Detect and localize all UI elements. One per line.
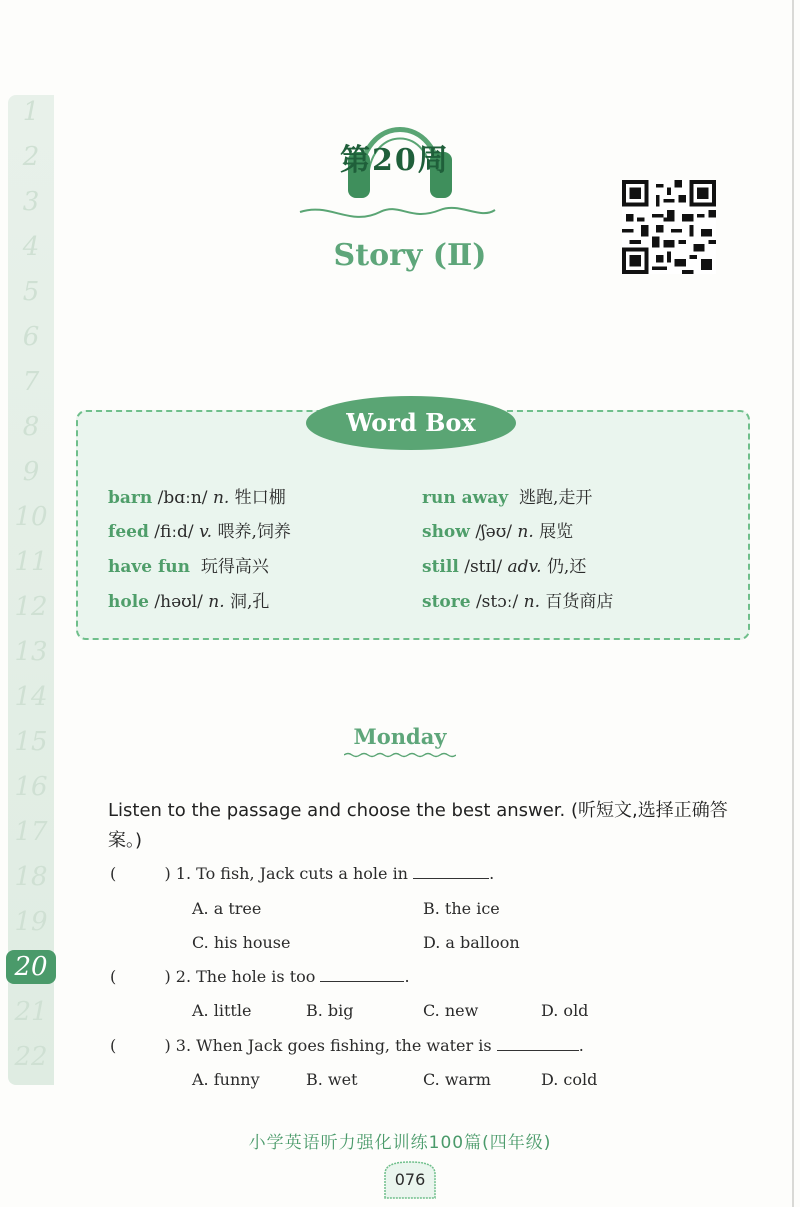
word-entry-run-away	[422, 483, 592, 508]
question-1	[110, 864, 494, 883]
side-tab-3[interactable]: 3	[22, 187, 40, 217]
word-entry-feed	[108, 517, 291, 542]
side-tab-4[interactable]: 4	[22, 232, 40, 262]
phonetic: /ʃəʊ/	[475, 522, 512, 542]
side-tab-12[interactable]: 12	[14, 592, 48, 622]
wavy-underline	[344, 752, 456, 758]
fill-blank[interactable]	[320, 967, 404, 982]
option-d[interactable]: D. cold	[541, 1070, 598, 1089]
side-tab-17[interactable]: 17	[14, 817, 48, 847]
page-number: 076	[394, 1170, 426, 1189]
meaning: 洞,孔	[230, 592, 270, 612]
word: show	[422, 522, 470, 542]
word: store	[422, 592, 471, 612]
word-entry-show	[422, 517, 573, 542]
answer-paren-close: )	[164, 1036, 171, 1055]
phonetic: /stɪl/	[464, 557, 503, 577]
word: barn	[108, 488, 153, 508]
instruction-text: Listen to the passage and choose the best answer. (听短文,选择正确答案。)	[108, 800, 728, 851]
qr-code-icon[interactable]	[622, 180, 716, 274]
word: run away	[422, 488, 509, 508]
question-end: .	[489, 864, 495, 883]
part-of-speech: n.	[208, 592, 225, 612]
page-edge	[792, 0, 794, 1207]
week-side-tabs	[8, 95, 54, 1085]
side-tab-8[interactable]: 8	[22, 412, 40, 442]
book-title: 小学英语听力强化训练100篇(四年级)	[248, 1133, 552, 1153]
section-title-monday: Monday	[353, 724, 447, 749]
option-c[interactable]: C. warm	[423, 1070, 491, 1089]
option-b[interactable]: B. big	[306, 1001, 354, 1020]
word: have fun	[108, 557, 191, 577]
side-tab-18[interactable]: 18	[14, 862, 48, 892]
answer-paren-open: (	[110, 967, 117, 986]
meaning: 仍,还	[546, 557, 587, 577]
word-entry-hole	[108, 587, 269, 612]
question-text: 2. The hole is too	[175, 967, 316, 986]
part-of-speech: n.	[212, 488, 230, 508]
word: still	[422, 557, 459, 577]
answer-paren-open: (	[110, 1036, 117, 1055]
phonetic: /fiːd/	[154, 522, 194, 542]
phonetic: /bɑːn/	[157, 488, 208, 508]
question-end: .	[404, 967, 410, 986]
option-d[interactable]: D. a balloon	[423, 933, 520, 952]
option-c[interactable]: C. his house	[192, 933, 291, 952]
meaning: 展览	[539, 522, 574, 542]
option-b[interactable]: B. wet	[306, 1070, 358, 1089]
side-tab-1[interactable]: 1	[22, 97, 40, 127]
side-tab-19[interactable]: 19	[14, 907, 48, 937]
page-title: Story (Ⅱ)	[333, 238, 487, 273]
side-tab-22[interactable]: 22	[14, 1042, 48, 1072]
option-c[interactable]: C. new	[423, 1001, 479, 1020]
side-tab-2[interactable]: 2	[22, 142, 40, 172]
side-tab-14[interactable]: 14	[14, 682, 48, 712]
meaning: 玩得高兴	[200, 557, 269, 577]
part-of-speech: adv.	[507, 557, 542, 577]
question-2	[110, 967, 410, 986]
fill-blank[interactable]	[413, 864, 489, 879]
side-tab-20[interactable]: 20	[6, 950, 56, 984]
word-entry-still	[422, 552, 586, 577]
meaning: 逃跑,走开	[518, 488, 593, 508]
phonetic: /həʊl/	[154, 592, 203, 612]
phonetic: /stɔː/	[475, 592, 519, 612]
answer-paren-close: )	[164, 864, 171, 883]
side-tab-15[interactable]: 15	[14, 727, 48, 757]
side-tab-9[interactable]: 9	[22, 457, 40, 487]
side-tab-7[interactable]: 7	[22, 367, 40, 397]
meaning: 百货商店	[545, 592, 614, 612]
part-of-speech: n.	[523, 592, 540, 612]
meaning: 喂养,饲养	[217, 522, 291, 542]
side-tab-16[interactable]: 16	[14, 772, 48, 802]
question-text: 3. When Jack goes fishing, the water is	[175, 1036, 492, 1055]
word-box-title: Word Box	[306, 396, 516, 450]
option-a[interactable]: A. a tree	[192, 899, 262, 918]
option-a[interactable]: A. funny	[192, 1070, 260, 1089]
option-b[interactable]: B. the ice	[423, 899, 500, 918]
week-label: 第20周	[340, 143, 450, 178]
side-tab-10[interactable]: 10	[14, 502, 48, 532]
question-3	[110, 1036, 584, 1055]
meaning: 牲口棚	[234, 488, 286, 508]
word-entry-store	[422, 587, 613, 612]
fill-blank[interactable]	[497, 1036, 579, 1051]
side-tab-11[interactable]: 11	[14, 547, 48, 577]
word: hole	[108, 592, 149, 612]
side-tab-13[interactable]: 13	[14, 637, 48, 667]
question-end: .	[578, 1036, 584, 1055]
side-tab-6[interactable]: 6	[22, 322, 40, 352]
word: feed	[108, 522, 149, 542]
part-of-speech: v.	[199, 522, 213, 542]
answer-paren-close: )	[164, 967, 171, 986]
side-tab-21[interactable]: 21	[14, 997, 48, 1027]
answer-paren-open: (	[110, 864, 117, 883]
option-d[interactable]: D. old	[541, 1001, 589, 1020]
part-of-speech: n.	[517, 522, 534, 542]
word-entry-barn	[108, 483, 286, 508]
word-entry-have-fun	[108, 552, 269, 577]
option-a[interactable]: A. little	[192, 1001, 252, 1020]
question-text: 1. To fish, Jack cuts a hole in	[175, 864, 408, 883]
side-tab-5[interactable]: 5	[22, 277, 40, 307]
